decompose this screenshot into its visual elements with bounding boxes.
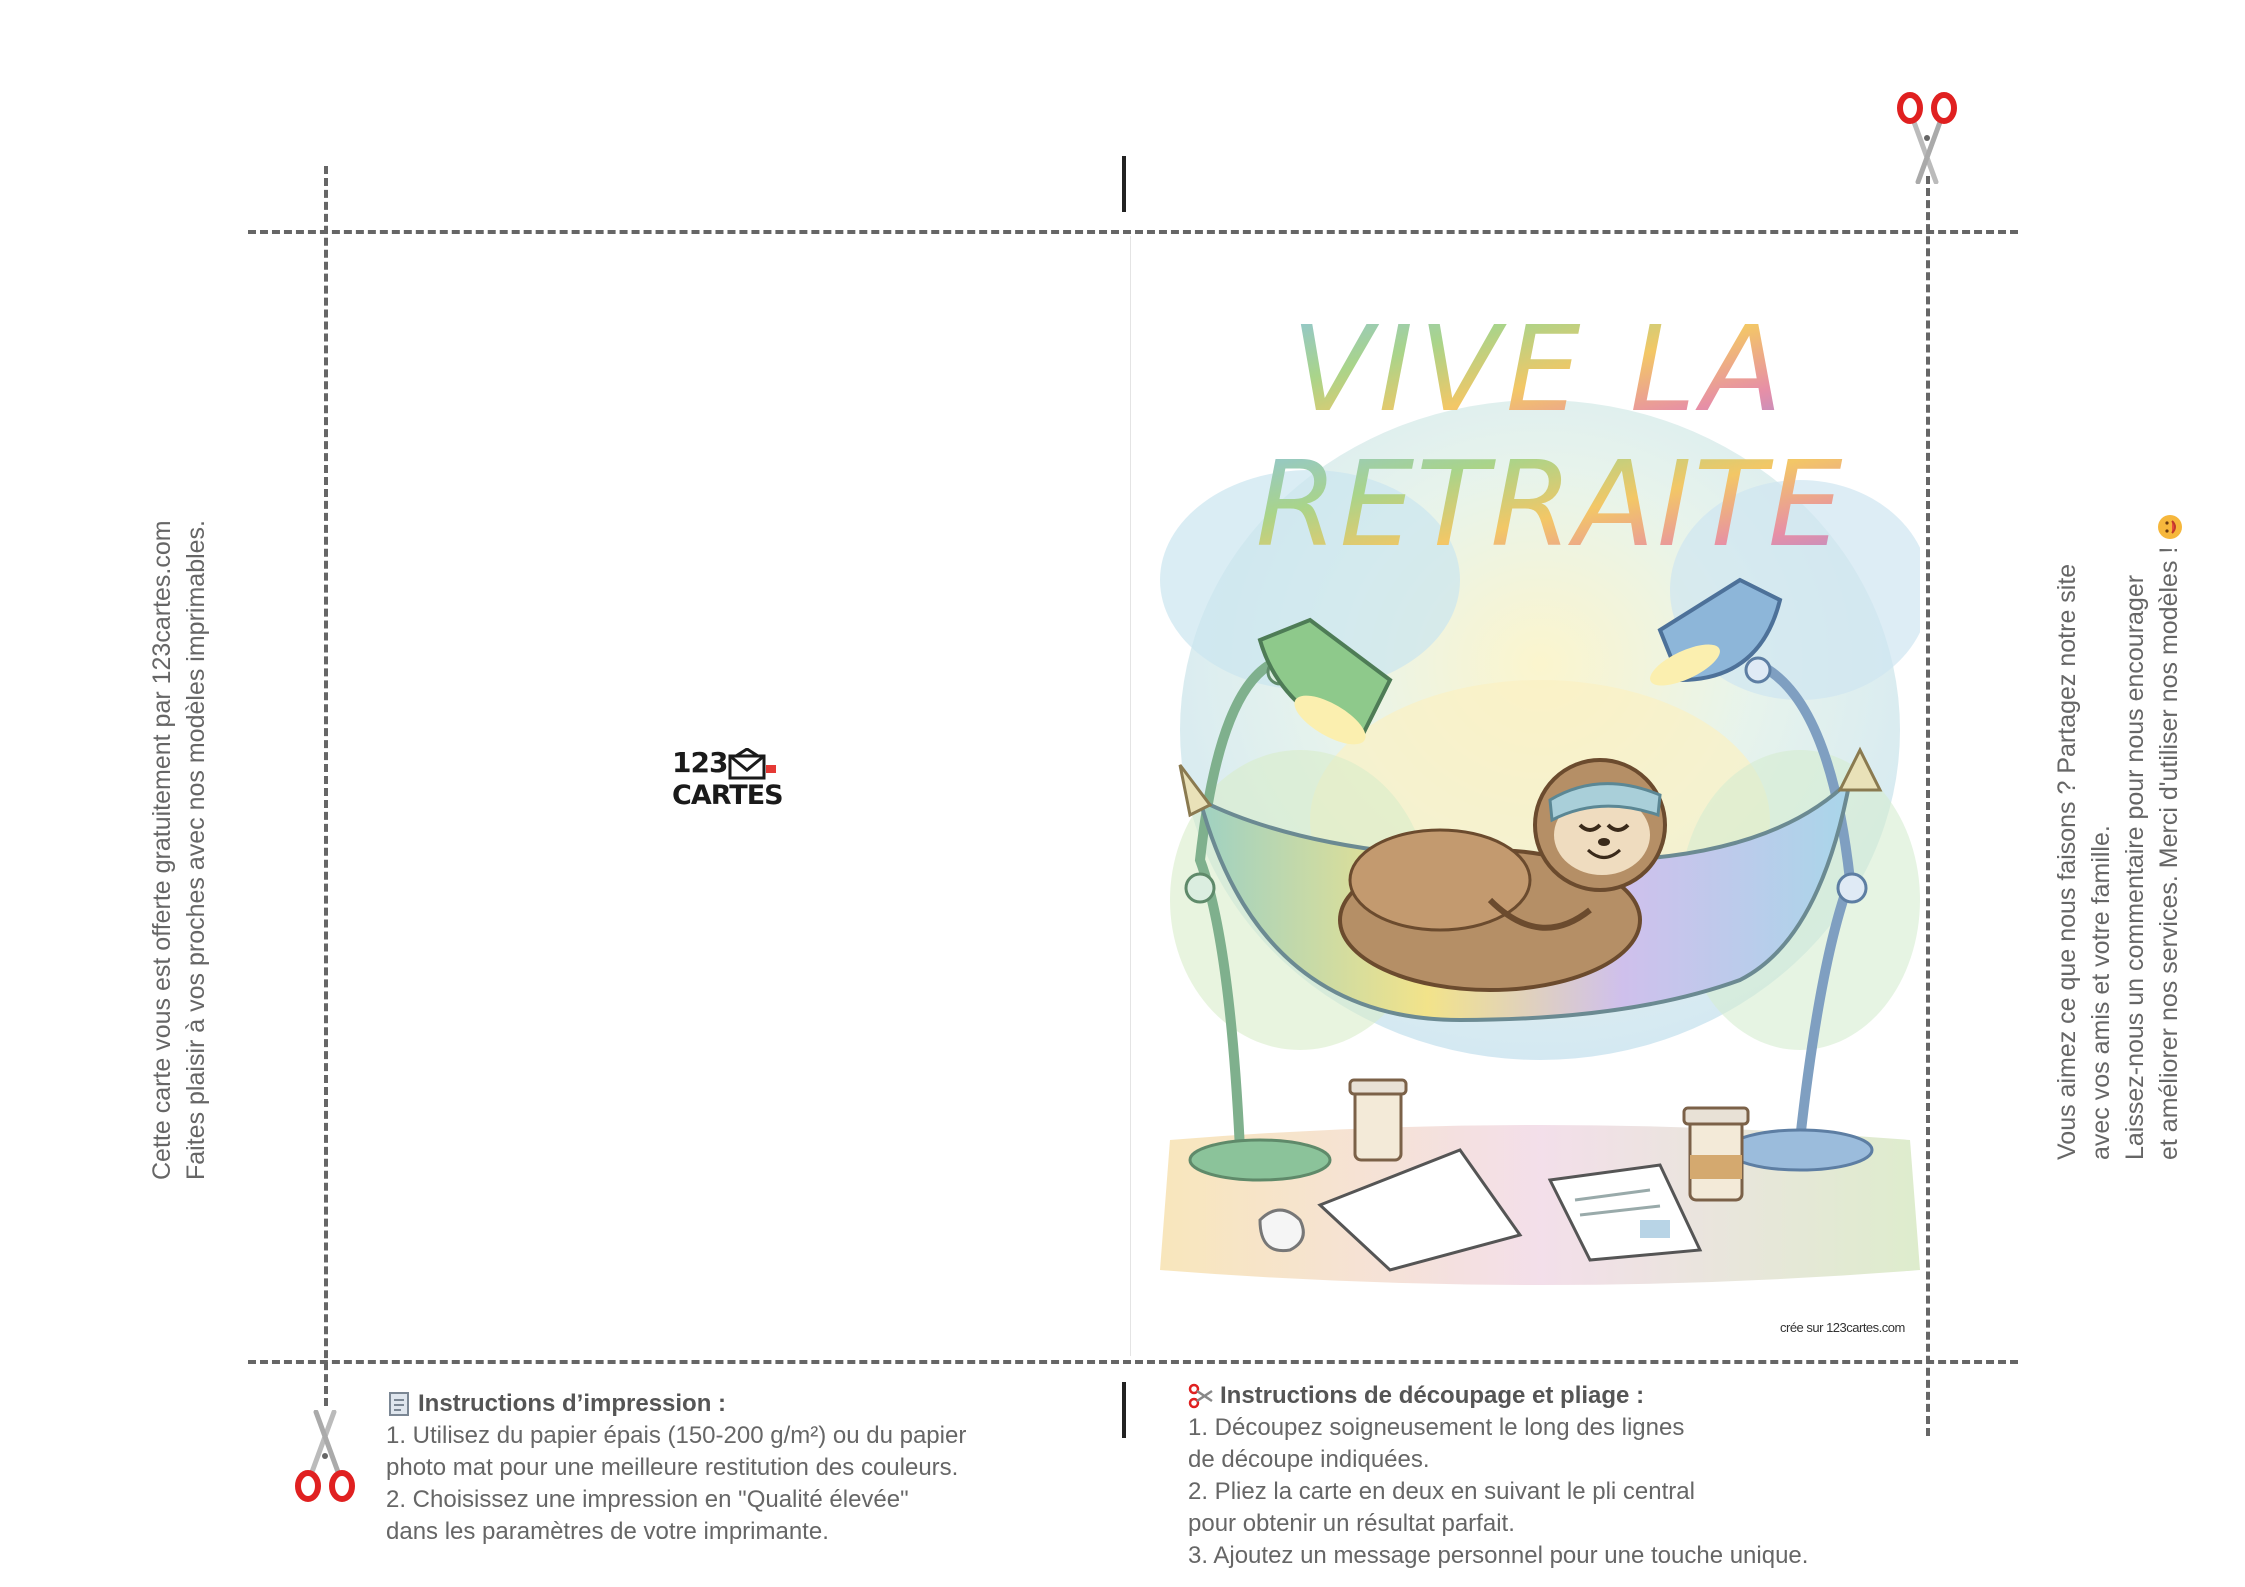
cut-line-top [248,230,2018,234]
scissors-icon [292,1410,358,1502]
left-side-note [145,520,213,1180]
print-instruction-line: photo mat pour une meilleure restitution des couleurs. [386,1454,959,1481]
card-credit: crée sur 123cartes.com [1780,1320,1905,1335]
smile-emoji-icon [2157,514,2183,540]
print-instructions-title: Instructions d’impression : [418,1390,727,1417]
fold-mark-bottom [1122,1382,1126,1438]
card-title-line-2: RETRAITE [1255,435,1845,573]
envelope-icon [728,748,780,780]
brand-logo [672,746,790,820]
cut-instruction-line: 3. Ajoutez un message personnel pour une touche unique. [1188,1542,1809,1569]
cut-instructions [1188,1380,1808,1572]
print-instructions [386,1388,966,1548]
card-front-illustration [1160,260,1920,1310]
right-note-line-1: Vous aimez ce que nous faisons ? Partagez notre site [2053,563,2081,1160]
scissors-icon [1894,92,1960,184]
fold-mark-top [1122,156,1126,212]
right-note-line-2: avec vos amis et votre famille. [2087,825,2115,1160]
print-instruction-line: 2. Choisissez une impression en "Qualité élevée" [386,1486,909,1513]
cut-line-left [324,166,328,1406]
cut-instruction-line: de découpe indiquées. [1188,1446,1430,1473]
card-title-line-1: VIVE LA [1291,300,1789,438]
left-note-line-2: Faites plaisir à vos proches avec nos modèles imprimables. [182,520,210,1180]
logo-number: 123 [672,746,728,779]
left-note-line-1: Cette carte vous est offerte gratuitement par 123cartes.com [148,520,176,1180]
right-note-line-3: Laissez-nous un commentaire pour nous encourager [2121,574,2149,1160]
logo-word: CARTES [672,780,783,811]
cut-instruction-line: 1. Découpez soigneusement le long des lignes [1188,1414,1685,1441]
right-note-line-4: et améliorer nos services. Merci d'utiliser nos modèles ! [2155,546,2183,1160]
document-icon [386,1391,412,1417]
scissors-small-icon [1188,1383,1214,1409]
cut-instructions-title: Instructions de découpage et pliage : [1220,1382,1645,1409]
cut-instruction-line: 2. Pliez la carte en deux en suivant le pli central [1188,1478,1695,1505]
fold-line [1130,236,1131,1356]
cut-line-right [1926,176,1930,1436]
print-instruction-line: dans les paramètres de votre imprimante. [386,1518,829,1545]
cut-instruction-line: pour obtenir un résultat parfait. [1188,1510,1515,1537]
cut-line-bottom [248,1360,2018,1364]
right-side-note [2050,514,2186,1160]
print-instruction-line: 1. Utilisez du papier épais (150-200 g/m²) ou du papier [386,1422,967,1449]
